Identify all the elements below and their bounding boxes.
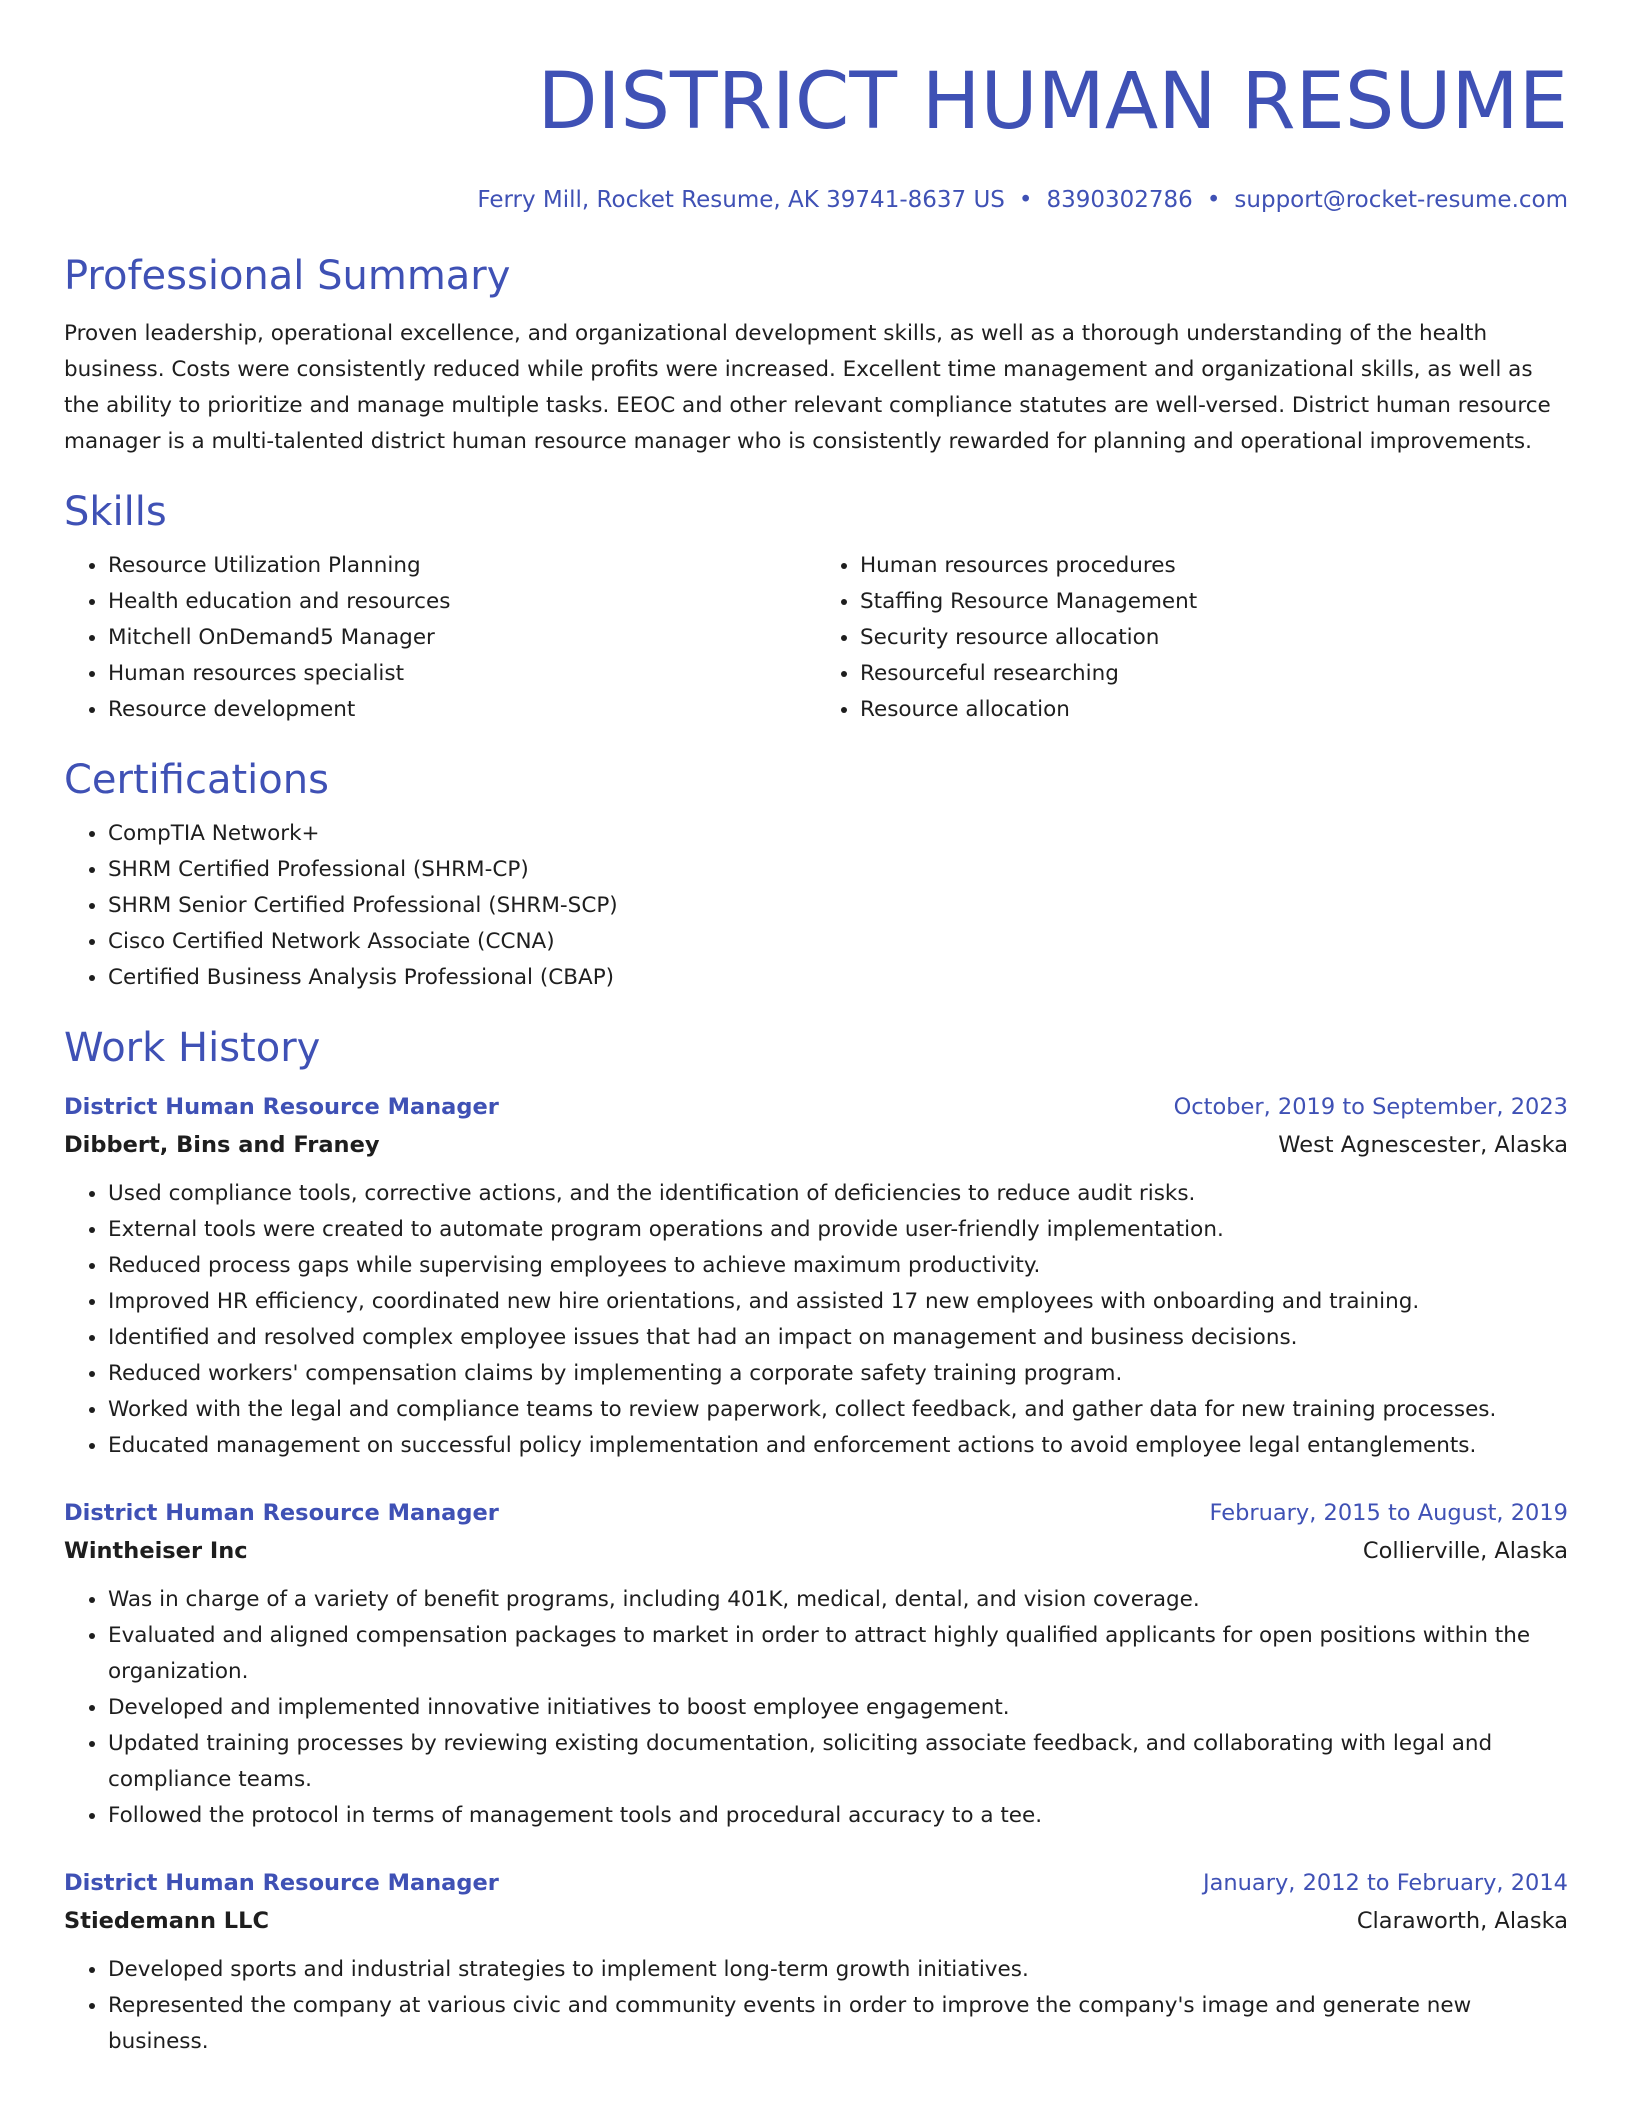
skill-item: • Security resource allocation <box>860 620 1568 656</box>
job-company: Wintheiser Inc <box>64 1538 248 1564</box>
candidate-name: DISTRICT HUMAN RESUME <box>537 57 1568 147</box>
job-bullet: • Used compliance tools, corrective actions, and the identification of deficiencies to reduce audit risks. <box>108 1176 1568 1212</box>
certification-item: • Cisco Certified Network Associate (CCNA) <box>108 924 1568 960</box>
job-bullet: • Worked with the legal and compliance teams to review paperwork, collect feedback, and gather data for new training processes. <box>108 1392 1568 1428</box>
job-bullet: • Reduced workers' compensation claims by implementing a corporate safety training program. <box>108 1356 1568 1392</box>
job-location: West Agnescester, Alaska <box>1278 1132 1568 1158</box>
job-title: District Human Resource Manager <box>64 1870 499 1896</box>
job-bullets <box>64 1952 1568 2060</box>
job-location: Collierville, Alaska <box>1362 1538 1568 1564</box>
resume-header <box>64 0 1568 220</box>
job-bullet: • Reduced process gaps while supervising employees to achieve maximum productivity. <box>108 1248 1568 1284</box>
contact-separator: • <box>1206 187 1221 213</box>
skills-list-right <box>816 548 1568 728</box>
contact-separator: • <box>1018 187 1033 213</box>
job-company-row <box>64 1126 1568 1164</box>
skill-item: • Resourceful researching <box>860 656 1568 692</box>
contact-email[interactable]: support@rocket-resume.com <box>1234 187 1568 213</box>
skill-item: • Human resources procedures <box>860 548 1568 584</box>
job-header-row <box>64 1494 1568 1532</box>
job-bullet: • Improved HR efficiency, coordinated new hire orientations, and assisted 17 new employees with onboarding and training. <box>108 1284 1568 1320</box>
certification-item: • SHRM Certified Professional (SHRM-CP) <box>108 852 1568 888</box>
job-bullet: • Educated management on successful policy implementation and enforcement actions to avoid employee legal entanglements. <box>108 1428 1568 1464</box>
job-bullet: • Followed the protocol in terms of management tools and procedural accuracy to a tee. <box>108 1798 1568 1834</box>
job-bullet: • Developed and implemented innovative initiatives to boost employee engagement. <box>108 1690 1568 1726</box>
skill-item: • Resource allocation <box>860 692 1568 728</box>
job-bullet: • Evaluated and aligned compensation packages to market in order to attract highly qualified applicants for open positions within the organization. <box>108 1618 1568 1690</box>
skill-item: • Health education and resources <box>108 584 816 620</box>
job-bullet: • Was in charge of a variety of benefit programs, including 401K, medical, dental, and vision coverage. <box>108 1582 1568 1618</box>
job-company-row <box>64 1902 1568 1940</box>
job-entry <box>64 1864 1568 2060</box>
job-company-row <box>64 1532 1568 1570</box>
job-entry <box>64 1088 1568 1464</box>
skills-heading: Skills <box>64 489 167 535</box>
job-bullet: • Represented the company at various civic and community events in order to improve the company's image and generate new business. <box>108 1988 1568 2060</box>
summary-text: Proven leadership, operational excellence, and organizational development skills, as well as a thorough understanding of the health business. Costs were consistently reduced while profits were increased. Excellent time management and organizational skills, as well as the ability to prioritize and manage multiple tasks. EEOC and other relevant compliance statutes are well-versed. District human resource manager is a multi-talented district human resource manager who is consistently rewarded for planning and operational improvements. <box>64 321 1551 454</box>
job-dates: October, 2019 to September, 2023 <box>1173 1094 1568 1120</box>
resume-page <box>64 0 1568 2060</box>
job-bullet: • External tools were created to automate program operations and provide user-friendly implementation. <box>108 1212 1568 1248</box>
job-dates: February, 2015 to August, 2019 <box>1209 1500 1568 1526</box>
job-bullet: • Updated training processes by reviewing existing documentation, soliciting associate feedback, and collaborating with legal and compliance teams. <box>108 1726 1568 1798</box>
job-location: Claraworth, Alaska <box>1356 1908 1568 1934</box>
job-header-row <box>64 1088 1568 1126</box>
skill-item: • Human resources specialist <box>108 656 816 692</box>
skills-columns <box>64 548 1568 728</box>
job-bullet: • Identified and resolved complex employee issues that had an impact on management and business decisions. <box>108 1320 1568 1356</box>
certification-item: • Certified Business Analysis Professional (CBAP) <box>108 960 1568 996</box>
contact-line <box>64 180 1568 220</box>
job-company: Stiedemann LLC <box>64 1908 269 1934</box>
contact-phone: 8390302786 <box>1046 187 1193 213</box>
job-bullets <box>64 1176 1568 1464</box>
certifications-list <box>64 816 1568 996</box>
job-dates: January, 2012 to February, 2014 <box>1202 1870 1568 1896</box>
work-history-heading: Work History <box>64 1025 321 1071</box>
certifications-heading: Certifications <box>64 757 329 803</box>
skills-list-left <box>64 548 816 728</box>
job-title: District Human Resource Manager <box>64 1094 499 1120</box>
skill-item: • Resource development <box>108 692 816 728</box>
job-title: District Human Resource Manager <box>64 1500 499 1526</box>
summary-heading: Professional Summary <box>64 253 511 299</box>
certification-item: • SHRM Senior Certified Professional (SHRM-SCP) <box>108 888 1568 924</box>
contact-address: Ferry Mill, Rocket Resume, AK 39741-8637 US <box>477 187 1005 213</box>
certification-item: • CompTIA Network+ <box>108 816 1568 852</box>
job-entry <box>64 1494 1568 1834</box>
skill-item: • Mitchell OnDemand5 Manager <box>108 620 816 656</box>
skill-item: • Resource Utilization Planning <box>108 548 816 584</box>
job-bullet: • Developed sports and industrial strategies to implement long-term growth initiatives. <box>108 1952 1568 1988</box>
skill-item: • Staffing Resource Management <box>860 584 1568 620</box>
job-company: Dibbert, Bins and Franey <box>64 1132 380 1158</box>
job-header-row <box>64 1864 1568 1902</box>
job-bullets <box>64 1582 1568 1834</box>
